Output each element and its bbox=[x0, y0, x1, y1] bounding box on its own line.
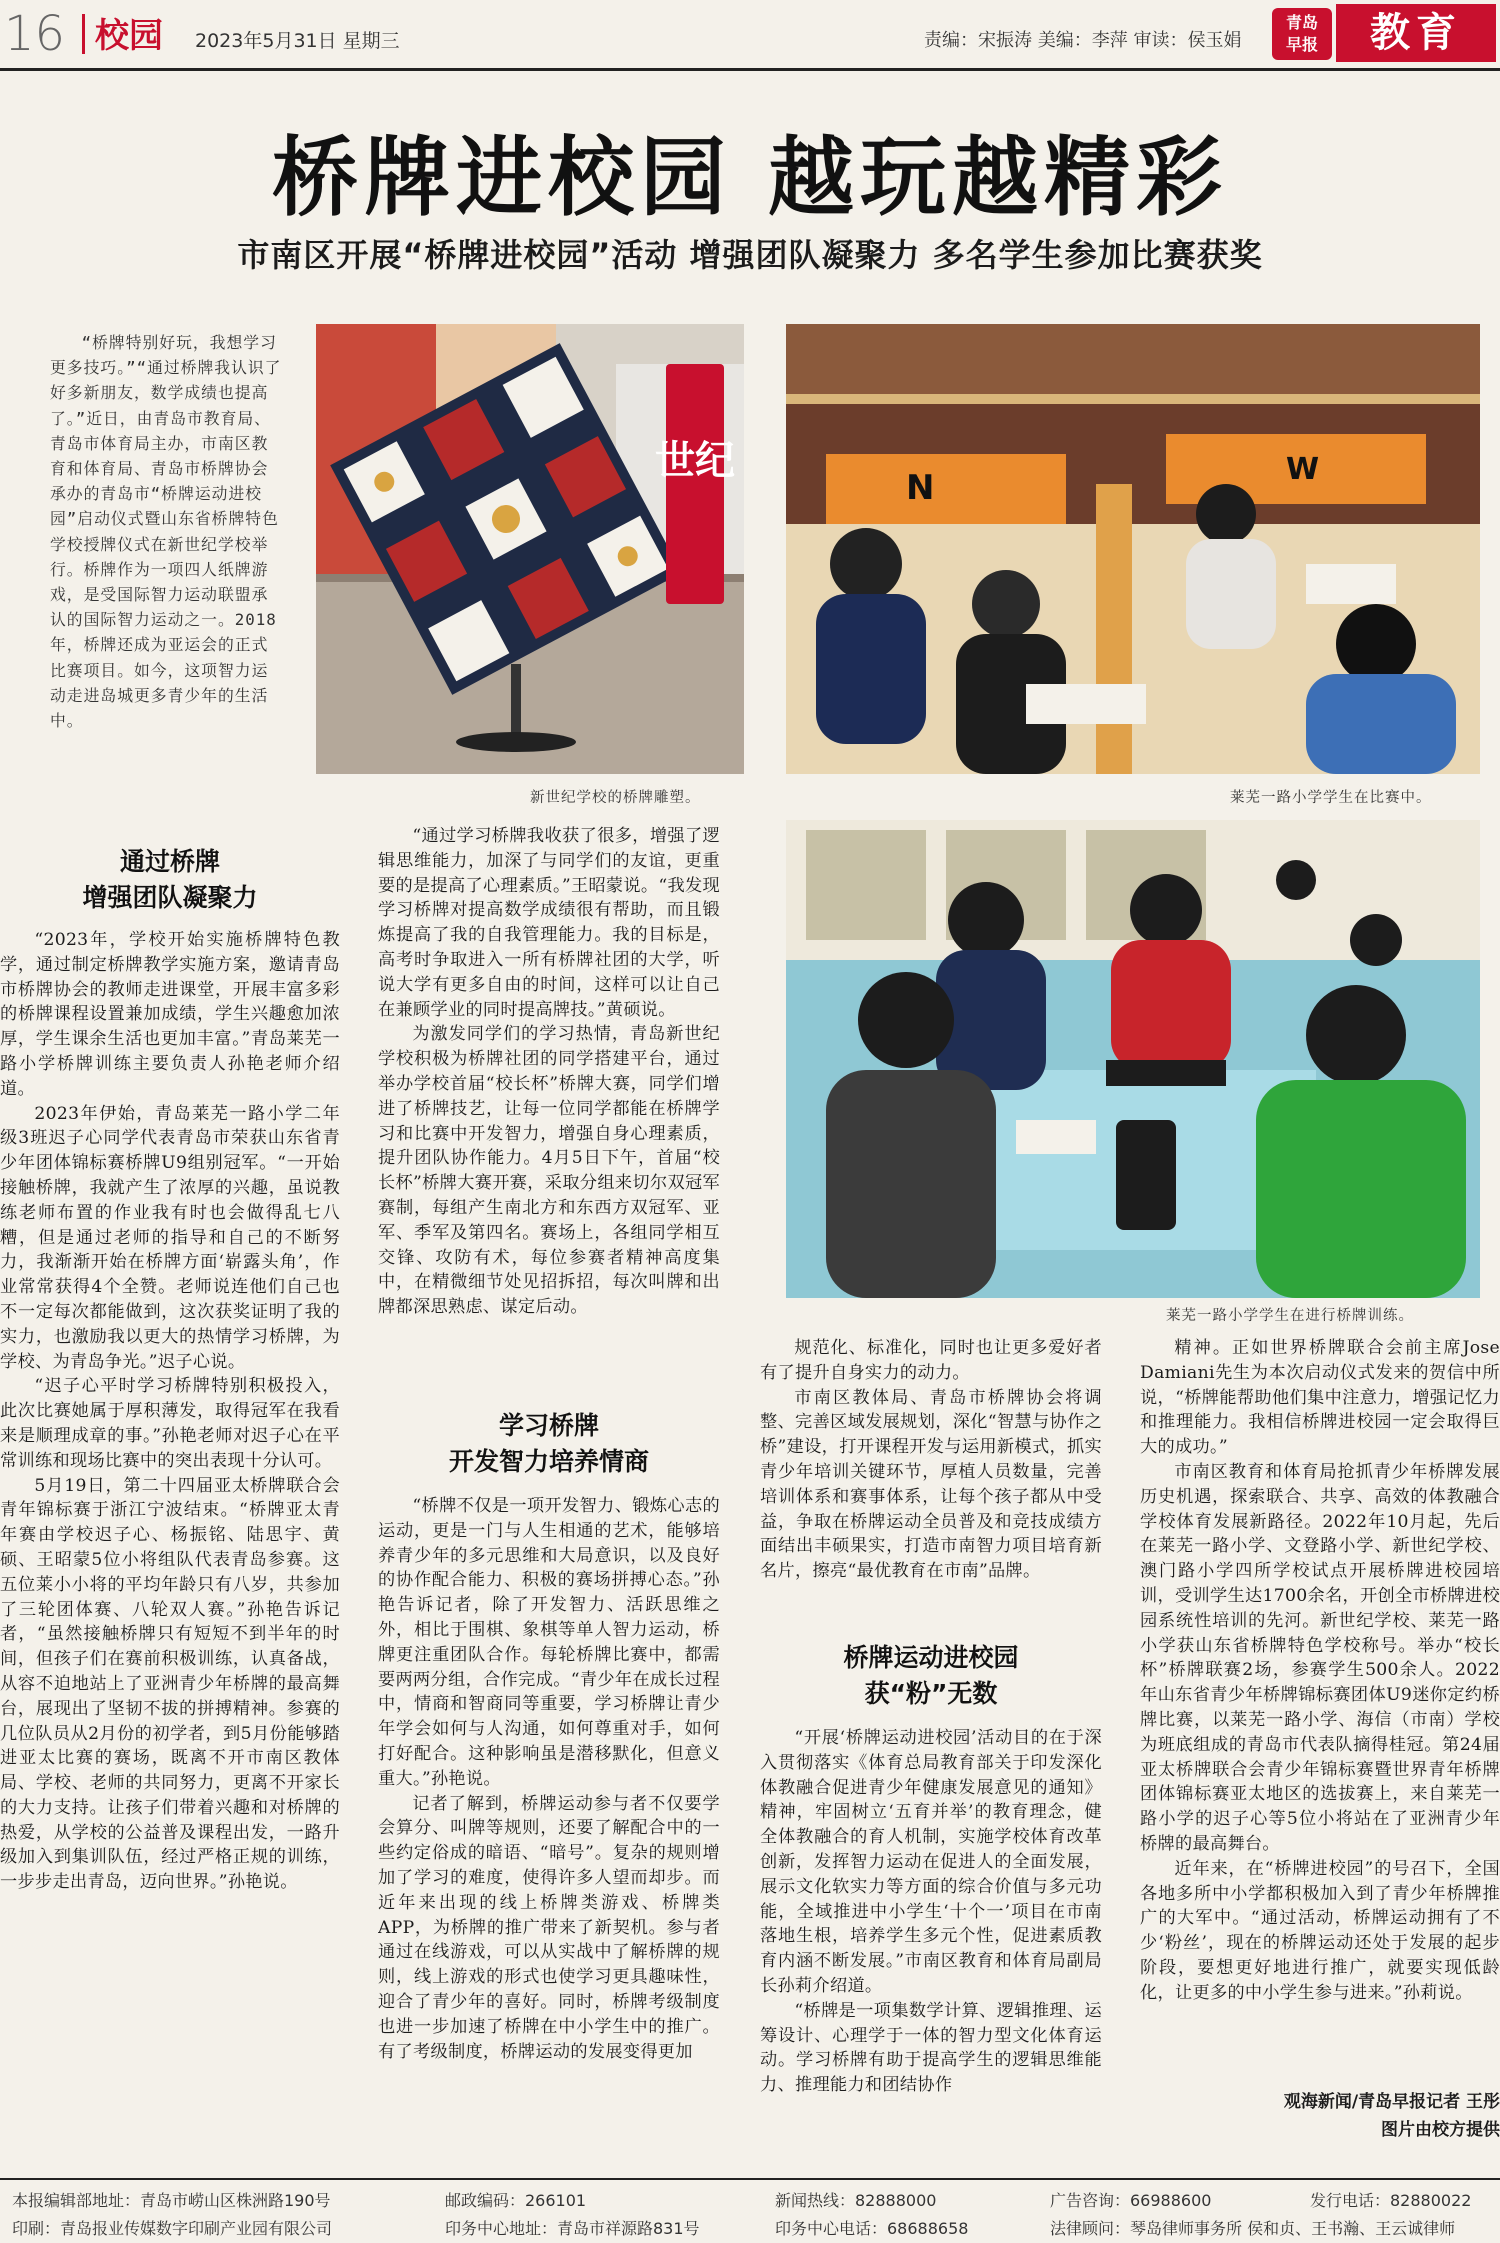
photo-caption-2: 莱芜一路小学学生在比赛中。 bbox=[1230, 790, 1432, 806]
footer-address: 本报编辑部地址：青岛市崂山区株洲路190号 bbox=[12, 2191, 331, 2210]
footer-distribution: 发行电话：82880022 bbox=[1310, 2191, 1472, 2210]
footer-print-tel: 印务中心电话：68688658 bbox=[775, 2219, 969, 2238]
column-1-text bbox=[0, 928, 340, 2146]
channel-badge: 教育 bbox=[1336, 4, 1496, 62]
header-rule bbox=[0, 68, 1500, 71]
footer-rule bbox=[0, 2178, 1500, 2180]
col3b-paragraph: “桥牌是一项集数学计算、逻辑推理、运筹设计、心理学于一体的智力型文化体育运动。学习桥牌有助于提高学生的逻辑思维能力、推理能力和团结协作 bbox=[760, 2000, 1102, 2096]
editor-credits: 责编：宋振涛 美编：李萍 审读：侯玉娟 bbox=[924, 30, 1242, 51]
photo-caption-3: 莱芜一路小学学生在进行桥牌训练。 bbox=[1166, 1308, 1414, 1324]
column-3b-text bbox=[760, 1726, 1102, 2146]
column-3-text bbox=[760, 1336, 1102, 1608]
col1-paragraph: “2023年，学校开始实施桥牌特色教学，通过制定桥牌教学实施方案，邀请青岛市桥牌协会的教师走进课堂，开展丰富多彩的桥牌课程设置兼加成绩，学生兴趣愈加浓厚，学生课余生活也更加丰富。”青岛莱芜一路小学桥牌训练主要负责人孙艳老师介绍道。 bbox=[0, 930, 340, 1099]
col1-paragraph: 5月19日，第二十四届亚太桥牌联合会青年锦标赛于浙江宁波结束。“桥牌亚太青年赛由学校迟子心、杨振铭、陆思宇、黄硕、王昭蒙5位小将组队代表青岛参赛。这五位莱小小将的平均年龄只有八岁，共参加了三轮团体赛、八轮双人赛。”孙艳告诉记者，“虽然接触桥牌只有短短不到半年的时间，但孩子们在赛前积极训练，认真备战，从容不迫地站上了亚洲青少年桥牌的最高舞台，展现出了坚韧不拔的拼搏精神。参赛的几位队员从2月份的初学者，到5月份能够踏进亚太比赛的赛场，既离不开市南区教体局、学校、老师的共同努力，更离不开家长的大力支持。让孩子们带着兴趣和对桥牌的热爱，从学校的公益普及课程出发，一路升级加入到集训队伍，经过严格正规的训练，一步步走出青岛，迈向世界。”孙艳说。 bbox=[0, 1475, 340, 1893]
subheadline: 市南区开展“桥牌进校园”活动 增强团队凝聚力 多名学生参加比赛获奖 bbox=[237, 236, 1263, 274]
column-4-text bbox=[1140, 1336, 1500, 2088]
page-number: 16 bbox=[4, 6, 66, 62]
section-heading-2: 学习桥牌 开发智力培养情商 bbox=[448, 1411, 649, 1476]
column-2b-text bbox=[378, 1494, 720, 2146]
footer-ad: 广告咨询：66988600 bbox=[1050, 2191, 1212, 2210]
newspaper-logo: 青岛 早报 bbox=[1272, 8, 1332, 60]
section-name: 校园 bbox=[95, 16, 163, 56]
training-illustration bbox=[786, 820, 1480, 1298]
col3-paragraph: 规范化、标准化，同时也让更多爱好者有了提升自身实力的动力。 bbox=[760, 1338, 1102, 1383]
page-header bbox=[0, 0, 1500, 72]
footer-hotline: 新闻热线：82888000 bbox=[775, 2191, 937, 2210]
section-heading-3: 桥牌运动进校园 获“粉”无数 bbox=[843, 1643, 1019, 1708]
col2b-paragraph: “桥牌不仅是一项开发智力、锻炼心志的运动，更是一门与人生相通的艺术，能够培养青少年的多元思维和大局意识，以及良好的协作配合能力、积极的赛场拼搏心态。”孙艳告诉记者，除了开发智力、活跃思维之外，相比于围棋、象棋等单人智力运动，桥牌更注重团队合作。每轮桥牌比赛中，都需要两两分组，合作完成。“青少年在成长过程中，情商和智商同等重要，学习桥牌让青少年学会如何与人沟通，如何尊重对手，如何打好配合。这种影响虽是潜移默化，但意义重大。”孙艳说。 bbox=[378, 1496, 720, 1789]
col2-paragraph: 为激发同学们的学习热情，青岛新世纪学校积极为桥牌社团的同学搭建平台，通过举办学校首届“校长杯”桥牌大赛，同学们增进了桥牌技艺，让每一位同学都能在桥牌学习和比赛中开发智力，增强自身心理素质，提升团队协作能力。4月5日下午，首届“校长杯”桥牌大赛开赛，采取分组来切尔双冠军赛制，每组产生南北方和东西方双冠军、亚军、季军及第四名。赛场上，各组同学相互交锋、攻防有术，每位参赛者精神高度集中，在精微细节处见招拆招，每次叫牌和出牌都深思熟虑、谋定后动。 bbox=[378, 1024, 720, 1318]
footer-legal: 法律顾问：琴岛律师事务所 侯和贞、王书瀚、王云诚律师 bbox=[1050, 2219, 1456, 2238]
footer-print-address: 印务中心地址：青岛市祥源路831号 bbox=[445, 2219, 700, 2238]
table-sign-n: N bbox=[906, 468, 935, 508]
col1-paragraph: “迟子心平时学习桥牌特别积极投入，此次比赛她属于厚积薄发，取得冠军在我看来是顺理成章的事。”孙艳老师对迟子心在平常训练和现场比赛中的突出表现十分认可。 bbox=[0, 1376, 340, 1471]
photo-training bbox=[786, 820, 1480, 1298]
photo-competition bbox=[786, 324, 1480, 774]
col2-paragraph: “通过学习桥牌我收获了很多，增强了逻辑思维能力，加深了与同学们的友谊，更重要的是提高了心理素质。”王昭蒙说。“我发现学习桥牌对提高数学成绩很有帮助，而且锻炼提高了我的自我管理能力。我的目标是，高考时争取进入一所有桥牌社团的大学，听说大学有更多自由的时间，这样可以让自己在兼顾学业的同时提高牌技。”黄硕说。 bbox=[378, 826, 720, 1020]
col3-paragraph: 市南区教体局、青岛市桥牌协会将调整、完善区域发展规划，深化“智慧与协作之桥”建设，打开课程开发与运用新模式，抓实青少年培训关键环节，厚植人员数量，完善培训体系和赛事体系，让每个孩子都从中受益，争取在桥牌运动全员普及和竞技成绩方面结出丰硕果实，打造市南智力项目培育新名片，擦亮“最优教育在市南”品牌。 bbox=[760, 1387, 1102, 1582]
col3b-paragraph: “开展‘桥牌运动进校园’活动目的在于深入贯彻落实《体育总局教育部关于印发深化体教融合促进青少年健康发展意见的通知》精神，牢固树立‘五育并举’的教育理念，健全体教融合的育人机制，实施学校体育改革创新，发挥智力运动在促进人的全面发展，展示文化软实力等方面的综合价值与多元功能，全域推进中小学生‘十个一’项目在市南落地生根，培养学生多元个性，促进素质教育内涵不断发展。”市南区教育和体育局副局长孙莉介绍道。 bbox=[760, 1728, 1102, 1996]
col4-paragraph: 市南区教育和体育局抢抓青少年桥牌发展历史机遇，探索联合、共享、高效的体教融合学校体育发展新路径。2022年10月起，先后在莱芜一路小学、文登路小学、新世纪学校、澳门路小学四所学校试点开展桥牌进校园培训，受训学生达1700余名，开创全市桥牌进校园系统性培训的先河。新世纪学校、莱芜一路小学获山东省桥牌特色学校称号。举办“校长杯”桥牌联赛2场，参赛学生500余人。2022年山东省青少年桥牌锦标赛团体U9迷你定约桥牌比赛，以莱芜一路小学、海信（市南）学校为班底组成的青岛市代表队摘得桂冠。第24届亚太桥牌联合会青少年锦标赛暨世界青年桥牌团体锦标赛亚太地区的选拔赛上，来自莱芜一路小学的迟子心等5位小将站在了亚洲青少年桥牌的最高舞台。 bbox=[1140, 1461, 1500, 1854]
sculpture-sign-text: 世纪 bbox=[655, 437, 735, 484]
footer-zip: 邮政编码：266101 bbox=[445, 2191, 587, 2210]
issue-date: 2023年5月31日 星期三 bbox=[195, 30, 400, 52]
competition-illustration bbox=[786, 324, 1480, 774]
col2b-paragraph: 记者了解到，桥牌运动参与者不仅要学会算分、叫牌等规则，还要了解配合中的一些约定俗成的暗语、“暗号”。复杂的规则增加了学习的难度，使得许多人望而却步。而近年来出现的线上桥牌类游戏、桥牌类APP，为桥牌的推广带来了新契机。参与者通过在线游戏，可以从实战中了解桥牌的规则，线上游戏的形式也使学习更具趣味性，迎合了青少年的喜好。同时，桥牌考级制度也进一步加速了桥牌在中小学生中的推广。有了考级制度，桥牌运动的发展变得更加 bbox=[378, 1793, 720, 2062]
column-2-text bbox=[378, 824, 720, 1372]
photo-bridge-sculpture bbox=[316, 324, 744, 774]
footer-printer: 印刷：青岛报业传媒数字印刷产业园有限公司 bbox=[12, 2219, 333, 2238]
col4-paragraph: 精神。正如世界桥牌联合会前主席Jose Damiani先生为本次启动仪式发来的贺信中所说，“桥牌能帮助他们集中注意力，增强记忆力和推理能力。我相信桥牌进校园一定会取得巨大的成功。” bbox=[1140, 1338, 1500, 1458]
col4-paragraph: 近年来，在“桥牌进校园”的号召下，全国各地多所中小学都积极加入到了青少年桥牌推广的大军中。“通过活动，桥牌运动拥有了不少‘粉丝’，现在的桥牌运动还处于发展的起步阶段，要想更好地进行推广，就要实现低龄化，让更多的中小学生参与进来。”孙莉说。 bbox=[1140, 1858, 1500, 2003]
table-sign-w: W bbox=[1286, 452, 1320, 487]
intro-paragraph: “桥牌特别好玩，我想学习更多技巧。”“通过桥牌我认识了好多新朋友，数学成绩也提高了。”近日，由青岛市教育局、青岛市体育局主办，市南区教育和体育局、青岛市桥牌协会承办的青岛市“桥牌运动进校园”启动仪式暨山东省桥牌特色学校授牌仪式在新世纪学校举行。桥牌作为一项四人纸牌游戏，是受国际智力运动联盟承认的国际智力运动之一。2018年，桥牌还成为亚运会的正式比赛项目。如今，这项智力运动走进岛城更多青少年的生活中。 bbox=[50, 333, 282, 731]
sculpture-illustration bbox=[316, 324, 744, 774]
section-divider bbox=[82, 14, 85, 54]
byline: 观海新闻/青岛早报记者 王彤 图片由校方提供 bbox=[1283, 2092, 1500, 2140]
section-heading-1: 通过桥牌 增强团队凝聚力 bbox=[82, 847, 258, 912]
headline: 桥牌进校园 越玩越精彩 bbox=[272, 127, 1228, 228]
col1-paragraph: 2023年伊始，青岛莱芜一路小学二年级3班迟子心同学代表青岛市荣获山东省青少年团体锦标赛桥牌U9组别冠军。“一开始接触桥牌，我就产生了浓厚的兴趣，虽说教练老师布置的作业我有时也会做得乱七八糟，但是通过老师的指导和自己的不断努力，我渐渐开始在桥牌方面‘崭露头角’，作业常常获得4个全赞。老师说连他们自己也不一定每次都能做到，这次获奖证明了我的实力，也激励我以更大的热情学习桥牌，为学校、为青岛争光。”迟子心说。 bbox=[0, 1103, 340, 1372]
photo-caption-1: 新世纪学校的桥牌雕塑。 bbox=[530, 790, 701, 806]
